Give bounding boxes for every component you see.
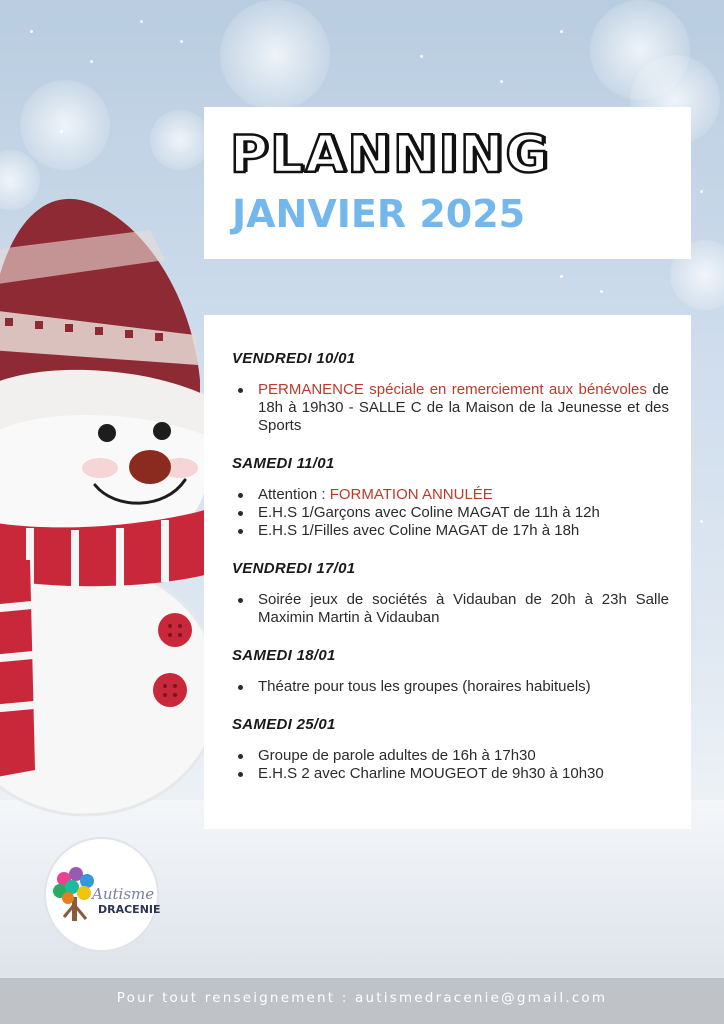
- event-text: Soirée jeux de sociétés à Vidauban de 20h à 23h Salle Maximin Martin à Vidauban: [258, 591, 669, 626]
- event-text: E.H.S 2 avec Charline MOUGEOT de 9h30 à 10h30: [258, 765, 604, 782]
- event-list: [232, 381, 669, 435]
- event-day: [232, 560, 669, 627]
- autisme-dracenie-logo: [44, 837, 159, 952]
- event-list: [232, 747, 669, 783]
- logo-text: DRACENIE: [98, 903, 161, 916]
- page-title: PLANNING: [230, 125, 551, 185]
- event-highlight: PERMANENCE spéciale en remerciement aux bénévoles: [258, 381, 647, 398]
- bokeh-light: [220, 0, 330, 110]
- snowflake: [60, 130, 63, 133]
- event-day: [232, 647, 669, 696]
- event-day-heading: SAMEDI 18/01: [232, 647, 336, 664]
- title-card: [204, 107, 691, 259]
- snowflake: [30, 30, 33, 33]
- event-item: [232, 591, 669, 627]
- event-highlight: FORMATION ANNULÉE: [329, 486, 493, 503]
- event-list: [232, 678, 669, 696]
- event-item: [232, 747, 669, 765]
- event-day: [232, 455, 669, 540]
- snowflake: [700, 190, 703, 193]
- snowflake: [600, 290, 603, 293]
- snowflake: [420, 55, 423, 58]
- event-item: [232, 486, 669, 504]
- event-text: E.H.S 1/Filles avec Coline MAGAT de 17h à 18h: [258, 522, 580, 539]
- footer-contact-text: Pour tout renseignement : autismedracenie@gmail.com: [116, 990, 608, 1006]
- event-list: [232, 486, 669, 540]
- event-item: [232, 381, 669, 435]
- snowflake: [90, 60, 93, 63]
- snowflake: [560, 275, 563, 278]
- footer: [0, 978, 724, 1024]
- logo-text: Autisme: [92, 885, 155, 903]
- event-day-heading: SAMEDI 25/01: [232, 716, 336, 733]
- snowflake: [500, 80, 503, 83]
- event-list: [232, 591, 669, 627]
- event-day: [232, 716, 669, 783]
- event-text: E.H.S 1/Garçons avec Coline MAGAT de 11h à 12h: [258, 504, 600, 521]
- bokeh-light: [20, 80, 110, 170]
- event-item: [232, 504, 669, 522]
- bokeh-light: [150, 110, 210, 170]
- event-item: [232, 522, 669, 540]
- event-day-heading: SAMEDI 11/01: [232, 455, 335, 472]
- snowflake: [700, 520, 703, 523]
- snowman-illustration: [0, 190, 220, 830]
- event-day-heading: VENDREDI 17/01: [232, 560, 356, 577]
- event-text: Groupe de parole adultes de 16h à 17h30: [258, 747, 536, 764]
- event-text: Théatre pour tous les groupes (horaires habituels): [258, 678, 591, 695]
- snowflake: [180, 40, 183, 43]
- event-day-heading: VENDREDI 10/01: [232, 350, 356, 367]
- snowflake: [560, 30, 563, 33]
- snowflake: [140, 20, 143, 23]
- event-text: de 18h à 19h30 - SALLE C de la Maison de la Jeunesse et des Sports: [258, 381, 670, 434]
- event-item: [232, 765, 669, 783]
- events-card: [204, 315, 691, 829]
- event-item: [232, 678, 669, 696]
- event-day: [232, 350, 669, 435]
- event-prefix: Attention :: [258, 486, 330, 503]
- page-subtitle: JANVIER 2025: [232, 192, 526, 236]
